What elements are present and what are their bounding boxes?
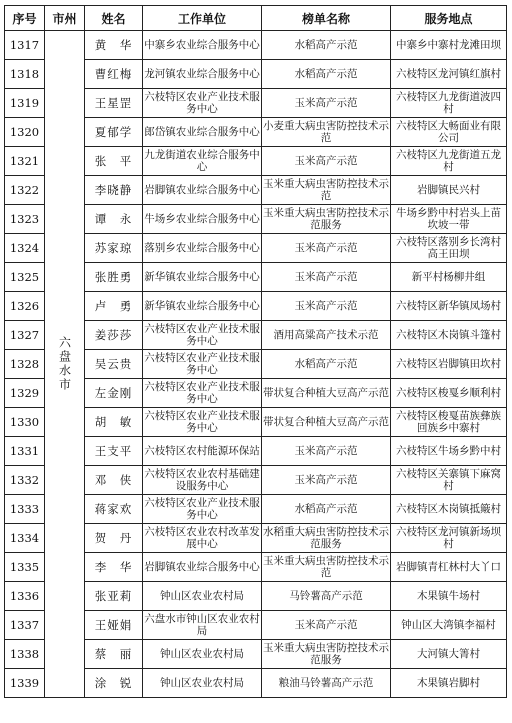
row-unit: 钟山区农业农村局 <box>143 669 262 698</box>
row-seq: 1331 <box>5 437 45 466</box>
row-list: 粮油马铃薯高产示范 <box>262 669 391 698</box>
row-place: 六枝特区龙河镇红旗村 <box>391 60 507 89</box>
row-list: 玉米高产示范 <box>262 466 391 495</box>
row-unit: 钟山区农业农村局 <box>143 582 262 611</box>
row-unit: 六盘水市钟山区农业农村局 <box>143 611 262 640</box>
row-unit: 六枝特区农业农村改革发展中心 <box>143 524 262 553</box>
row-seq: 1326 <box>5 292 45 321</box>
row-seq: 1329 <box>5 379 45 408</box>
row-list: 水稻高产示范 <box>262 350 391 379</box>
row-name: 谭 永 <box>85 205 143 234</box>
row-unit: 九龙街道农业综合服务中心 <box>143 147 262 176</box>
row-name: 张 平 <box>85 147 143 176</box>
row-place: 六枝特区大畅面业有限公司 <box>391 118 507 147</box>
header-list: 榜单名称 <box>262 6 391 31</box>
row-place: 牛场乡黔中村岩头上苗坎坡一带 <box>391 205 507 234</box>
row-name: 贺 丹 <box>85 524 143 553</box>
header-row <box>5 6 507 31</box>
row-unit: 郎岱镇农业综合服务中心 <box>143 118 262 147</box>
row-place: 钟山区大湾镇李福村 <box>391 611 507 640</box>
row-seq: 1317 <box>5 31 45 60</box>
row-name: 李晓静 <box>85 176 143 205</box>
row-list: 玉米高产示范 <box>262 292 391 321</box>
row-name: 蔡 丽 <box>85 640 143 669</box>
row-unit: 六枝特区农业产业技术服务中心 <box>143 408 262 437</box>
row-list: 玉米高产示范 <box>262 437 391 466</box>
row-seq: 1332 <box>5 466 45 495</box>
row-name: 张亚莉 <box>85 582 143 611</box>
row-name: 王星罡 <box>85 89 143 118</box>
row-seq: 1318 <box>5 60 45 89</box>
row-seq: 1333 <box>5 495 45 524</box>
header-name: 姓名 <box>85 6 143 31</box>
row-place: 六枝特区岩脚镇田坎村 <box>391 350 507 379</box>
row-name: 胡 敏 <box>85 408 143 437</box>
row-name: 夏郁学 <box>85 118 143 147</box>
row-name: 李 华 <box>85 553 143 582</box>
row-list: 玉米高产示范 <box>262 611 391 640</box>
row-place: 六枝特区九龙街道波四村 <box>391 89 507 118</box>
row-place: 六枝特区梭戛苗族彝族回族乡中寨村 <box>391 408 507 437</box>
row-place: 六枝特区牛场乡黔中村 <box>391 437 507 466</box>
row-unit: 六枝特区农业产业技术服务中心 <box>143 350 262 379</box>
row-place: 六枝特区九龙街道五龙村 <box>391 147 507 176</box>
row-seq: 1325 <box>5 263 45 292</box>
row-unit: 六枝特区农业农村基础建设服务中心 <box>143 466 262 495</box>
row-unit: 六枝特区农业产业技术服务中心 <box>143 379 262 408</box>
row-unit: 六枝特区农业产业技术服务中心 <box>143 321 262 350</box>
row-list: 小麦重大病虫害防控技术示范 <box>262 118 391 147</box>
row-name: 王娅娟 <box>85 611 143 640</box>
row-seq: 1322 <box>5 176 45 205</box>
row-unit: 六枝特区农村能源环保站 <box>143 437 262 466</box>
row-name: 张胜勇 <box>85 263 143 292</box>
row-list: 玉米重大病虫害防控技术示范 <box>262 176 391 205</box>
row-place: 新平村杨柳井组 <box>391 263 507 292</box>
row-unit: 牛场乡农业综合服务中心 <box>143 205 262 234</box>
row-place: 六枝特区龙河镇新场坝村 <box>391 524 507 553</box>
row-name: 王支平 <box>85 437 143 466</box>
table-row <box>5 31 507 60</box>
row-place: 岩脚镇青杠林村大丫口 <box>391 553 507 582</box>
row-place: 岩脚镇民兴村 <box>391 176 507 205</box>
header-place: 服务地点 <box>391 6 507 31</box>
row-seq: 1320 <box>5 118 45 147</box>
row-unit: 六枝特区农业产业技术服务中心 <box>143 89 262 118</box>
city-cell: 六盘水市 <box>45 31 85 698</box>
row-seq: 1334 <box>5 524 45 553</box>
row-list: 玉米重大病虫害防控技术示范 <box>262 553 391 582</box>
row-seq: 1321 <box>5 147 45 176</box>
row-list: 玉米重大病虫害防控技术示范服务 <box>262 205 391 234</box>
row-list: 马铃薯高产示范 <box>262 582 391 611</box>
row-unit: 六枝特区农业产业技术服务中心 <box>143 495 262 524</box>
roster-table <box>4 5 507 698</box>
row-name: 涂 锐 <box>85 669 143 698</box>
row-place: 大河镇大箐村 <box>391 640 507 669</box>
row-name: 吴云贵 <box>85 350 143 379</box>
row-name: 邓 侠 <box>85 466 143 495</box>
row-name: 卢 勇 <box>85 292 143 321</box>
row-unit: 中寨乡农业综合服务中心 <box>143 31 262 60</box>
header-city: 市州 <box>45 6 85 31</box>
header-seq: 序号 <box>5 6 45 31</box>
row-seq: 1330 <box>5 408 45 437</box>
row-place: 六枝特区新华镇凤场村 <box>391 292 507 321</box>
row-unit: 新华镇农业综合服务中心 <box>143 263 262 292</box>
row-seq: 1337 <box>5 611 45 640</box>
row-unit: 岩脚镇农业综合服务中心 <box>143 553 262 582</box>
row-list: 玉米重大病虫害防控技术示范服务 <box>262 640 391 669</box>
row-seq: 1335 <box>5 553 45 582</box>
row-unit: 钟山区农业农村局 <box>143 640 262 669</box>
row-unit: 岩脚镇农业综合服务中心 <box>143 176 262 205</box>
row-name: 蒋家欢 <box>85 495 143 524</box>
row-seq: 1319 <box>5 89 45 118</box>
row-list: 水稻高产示范 <box>262 495 391 524</box>
row-seq: 1339 <box>5 669 45 698</box>
row-list: 带状复合种植大豆高产示范 <box>262 379 391 408</box>
table-body <box>5 31 507 698</box>
row-list: 水稻高产示范 <box>262 60 391 89</box>
row-seq: 1328 <box>5 350 45 379</box>
row-unit: 落别乡农业综合服务中心 <box>143 234 262 263</box>
row-place: 木果镇牛场村 <box>391 582 507 611</box>
row-place: 六枝特区木岗镇抵簸村 <box>391 495 507 524</box>
row-seq: 1338 <box>5 640 45 669</box>
row-list: 带状复合种植大豆高产示范 <box>262 408 391 437</box>
row-name: 黄 华 <box>85 31 143 60</box>
row-place: 六枝特区梭戛乡顺利村 <box>391 379 507 408</box>
row-place: 中寨乡中寨村龙滩田坝 <box>391 31 507 60</box>
row-list: 玉米高产示范 <box>262 89 391 118</box>
row-list: 玉米高产示范 <box>262 147 391 176</box>
row-seq: 1323 <box>5 205 45 234</box>
row-name: 姜莎莎 <box>85 321 143 350</box>
row-unit: 新华镇农业综合服务中心 <box>143 292 262 321</box>
row-place: 六枝特区关寨镇下麻窝村 <box>391 466 507 495</box>
row-unit: 龙河镇农业综合服务中心 <box>143 60 262 89</box>
row-seq: 1327 <box>5 321 45 350</box>
row-name: 曹红梅 <box>85 60 143 89</box>
row-seq: 1324 <box>5 234 45 263</box>
row-seq: 1336 <box>5 582 45 611</box>
row-list: 酒用高粱高产技术示范 <box>262 321 391 350</box>
row-list: 玉米高产示范 <box>262 263 391 292</box>
row-name: 苏家琼 <box>85 234 143 263</box>
row-list: 玉米高产示范 <box>262 234 391 263</box>
row-name: 左金刚 <box>85 379 143 408</box>
row-place: 木果镇岩脚村 <box>391 669 507 698</box>
table-container <box>4 5 507 698</box>
row-place: 六枝特区落别乡长湾村高王田坝 <box>391 234 507 263</box>
row-place: 六枝特区木岗镇斗篷村 <box>391 321 507 350</box>
header-unit: 工作单位 <box>143 6 262 31</box>
row-list: 水稻高产示范 <box>262 31 391 60</box>
row-list: 水稻重大病虫害防控技术示范服务 <box>262 524 391 553</box>
